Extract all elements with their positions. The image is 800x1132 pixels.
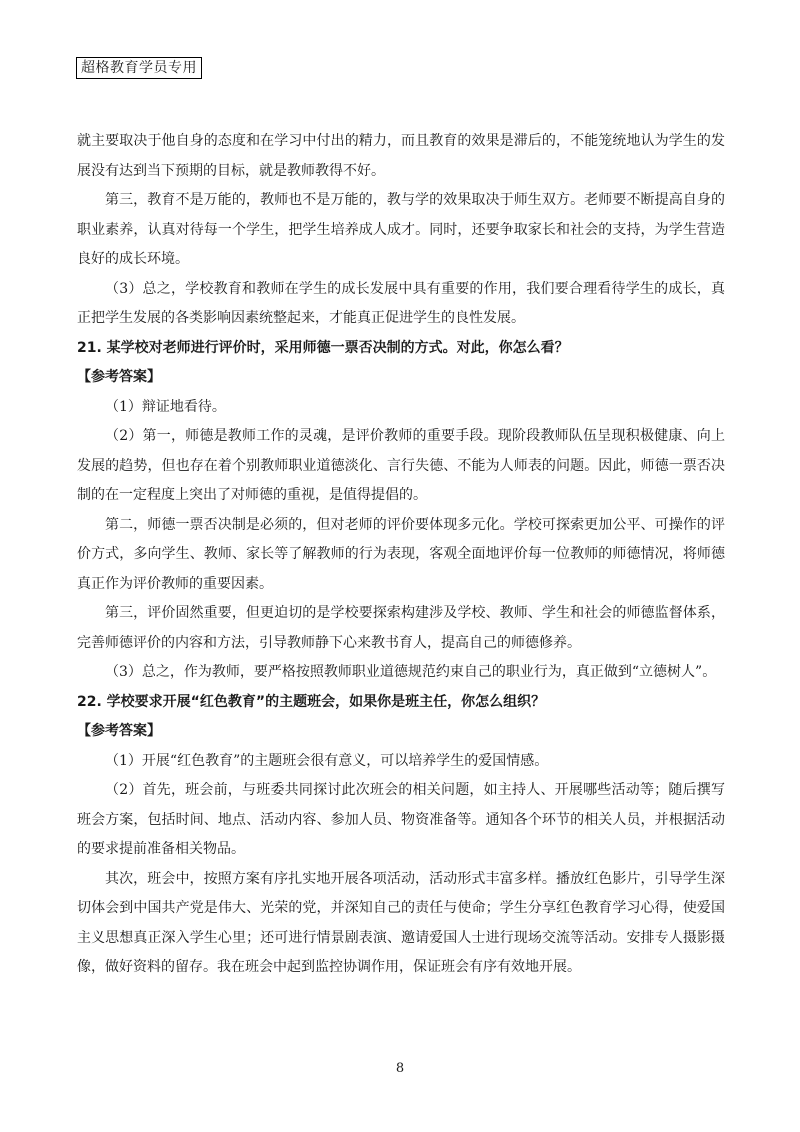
document-body (77, 127, 725, 983)
question-22-heading: 22. 学校要求开展“红色教育”的主题班会，如果你是班主任，你怎么组织？ (77, 693, 546, 710)
paragraph: （3）总之，作为教师，要严格按照教师职业道德规范约束自己的职业行为，真正做到“立德树人”。 (105, 664, 717, 680)
page-number: 8 (395, 1061, 405, 1076)
paragraph-continuation: 就主要取决于他自身的态度和在学习中付出的精力，而且教育的效果是滞后的，不能笼统地认为学生的发展没有达到当下预期的目标，就是教师教得不好。 (77, 133, 725, 179)
reference-answer-label: 【参考答案】 (77, 723, 161, 739)
paragraph: （2）第一，师德是教师工作的灵魂，是评价教师的重要手段。现阶段教师队伍呈现积极健康、向上发展的趋势，但也存在着个别教师职业道德淡化、言行失德、不能为人师表的问题。因此，师德一票否决制的在一定程度上突出了对师德的重视，是值得提倡的。 (77, 428, 725, 503)
paragraph: （2）首先，班会前，与班委共同探讨此次班会的相关问题，如主持人、开展哪些活动等；随后撰写班会方案，包括时间、地点、活动内容、参加人员、物资准备等。通知各个环节的相关人员，并根据活动的要求提前准备相关物品。 (77, 782, 725, 857)
reference-answer-label: 【参考答案】 (77, 369, 161, 385)
paragraph: 其次，班会中，按照方案有序扎实地开展各项活动，活动形式丰富多样。播放红色影片，引导学生深切体会到中国共产党是伟大、光荣的党，并深知自己的责任与使命；学生分享红色教育学习心得，使爱国主义思想真正深入学生心里；还可进行情景剧表演、邀请爱国人士进行现场交流等活动。安排专人摄影摄像，做好资料的留存。我在班会中起到监控协调作用，保证班会有序有效地开展。 (77, 870, 725, 975)
question-21-heading: 21. 某学校对老师进行评价时，采用师德一票否决制的方式。对此，你怎么看？ (77, 339, 569, 356)
paragraph: 第三，教育不是万能的，教师也不是万能的，教与学的效果取决于师生双方。老师要不断提高自身的职业素养，认真对待每一个学生，把学生培养成人成才。同时，还要争取家长和社会的支持，为学生营造良好的成长环境。 (77, 192, 725, 267)
paragraph: 第二，师德一票否决制是必须的，但对老师的评价要体现多元化。学校可探索更加公平、可操作的评价方式，多向学生、教师、家长等了解教师的行为表现，客观全面地评价每一位教师的师德情况，将师德真正作为评价教师的重要因素。 (77, 516, 725, 592)
paragraph: （1）辩证地看待。 (105, 398, 226, 415)
header-label: 超格教育学员专用 (76, 57, 202, 79)
paragraph: 第三，评价固然重要，但更迫切的是学校要探索构建涉及学校、教师、学生和社会的师德监督体系，完善师德评价的内容和方法，引导教师静下心来教书育人，提高自己的师德修养。 (77, 605, 725, 651)
paragraph: （3）总之，学校教育和教师在学生的成长发展中具有重要的作用，我们要合理看待学生的成长，真正把学生发展的各类影响因素统整起来，才能真正促进学生的良性发展。 (77, 280, 725, 326)
paragraph: （1）开展“红色教育”的主题班会很有意义，可以培养学生的爱国情感。 (105, 752, 549, 769)
